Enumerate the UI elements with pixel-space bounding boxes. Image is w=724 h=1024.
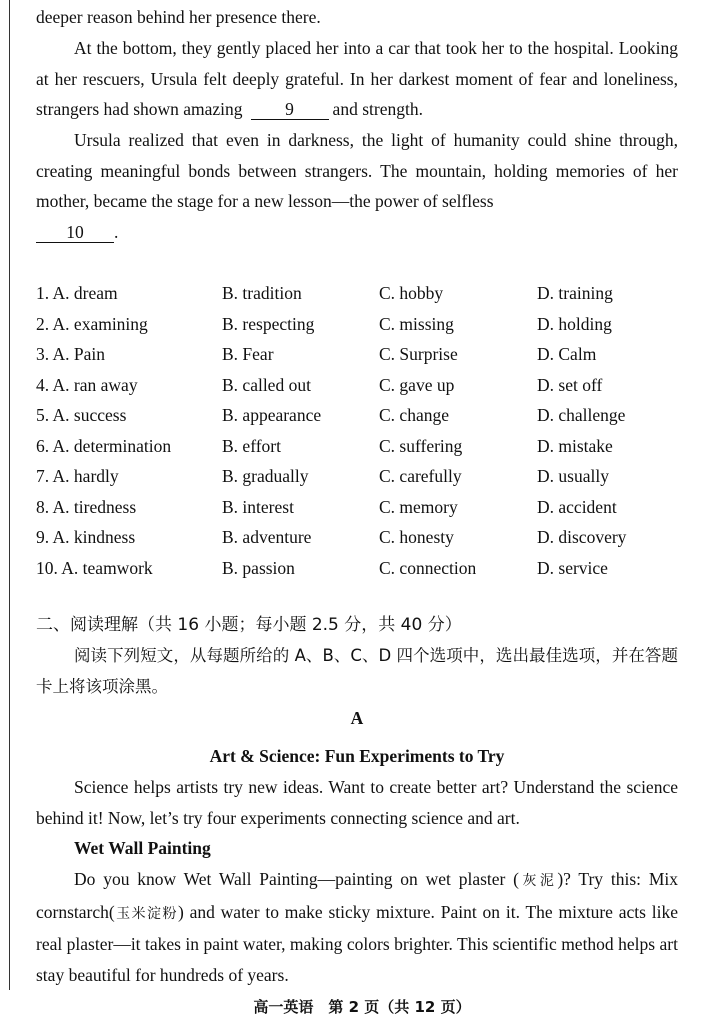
option-c: C. carefully <box>379 466 462 486</box>
passage-paragraph-rescue: At the bottom, they gently placed her into a car that took her to the hospital. Looking at her rescuers, Ursula felt deeply grateful. In her darkest moment of fear and loneliness, strangers had shown amazing 9 and strength. <box>36 38 678 120</box>
option-row <box>36 309 678 340</box>
option-b: B. interest <box>222 496 294 517</box>
option-b: B. Fear <box>222 344 274 364</box>
option-c: C. memory <box>379 496 458 517</box>
option-a: 7. A. hardly <box>36 466 119 486</box>
option-a: 1. A. dream <box>36 283 118 303</box>
option-d: D. mistake <box>537 435 613 456</box>
option-c: C. suffering <box>379 435 463 456</box>
passage-intro: Science helps artists try new ideas. Want to create better art? Understand the science behind it! Now, let’s try four experiments connecting science and art. <box>36 777 678 828</box>
option-row <box>36 339 678 370</box>
option-row <box>36 400 678 431</box>
section-instruction: 阅读下列短文，从每题所给的 A、B、C、D 四个选项中，选出最佳选项，并在答题卡上将该项涂黑。 <box>36 646 678 696</box>
binding-margin-line <box>9 0 10 990</box>
option-b: B. passion <box>222 557 295 578</box>
option-b: B. called out <box>222 374 311 395</box>
option-b: B. effort <box>222 435 281 456</box>
page-footer: 高一英语 第 2 页（共 12 页） <box>253 998 471 1016</box>
option-c: C. Surprise <box>379 344 458 364</box>
option-d: D. service <box>537 557 608 578</box>
option-a: 5. A. success <box>36 405 127 425</box>
passage-title: Art & Science: Fun Experiments to Try <box>209 746 505 766</box>
option-a: 2. A. examining <box>36 313 148 334</box>
option-row <box>36 461 678 492</box>
paragraph-wet-wall-painting: Do you know Wet Wall Painting—painting on wet plaster (灰泥)? Try this: Mix cornstarch(玉米淀粉) and water to make sticky mixture. Paint on it. The mixture acts like real plaster—it takes in paint water, making colors brighter. This scientific method helps art stay beautiful for hundreds of years. <box>36 869 678 985</box>
option-a: 4. A. ran away <box>36 374 138 395</box>
option-c: C. missing <box>379 313 454 334</box>
option-a: 8. A. tiredness <box>36 496 137 517</box>
option-row <box>36 522 678 553</box>
option-c: C. honesty <box>379 527 454 547</box>
option-c: C. hobby <box>379 283 444 303</box>
passage-paragraph-realization: Ursula realized that even in darkness, the light of humanity could shine through, creating meaningful bonds between strangers. The mountain, holding memories of her mother, became the stage for a new lesson—the power of selfless 10 . <box>36 130 678 242</box>
subheading-wet-wall-painting: Wet Wall Painting <box>74 838 211 858</box>
option-row <box>36 278 678 309</box>
options-list <box>36 278 678 583</box>
option-d: D. challenge <box>537 405 626 425</box>
option-b: B. respecting <box>222 313 315 334</box>
option-d: D. discovery <box>537 527 627 547</box>
option-c: C. gave up <box>379 374 455 395</box>
option-d: D. holding <box>537 313 612 334</box>
option-c: C. change <box>379 405 449 425</box>
blank-9: 9 <box>251 99 329 120</box>
passage-letter: A <box>350 708 364 728</box>
option-b: B. tradition <box>222 283 302 303</box>
option-row <box>36 370 678 401</box>
option-b: B. adventure <box>222 527 312 547</box>
option-b: B. appearance <box>222 405 322 425</box>
option-b: B. gradually <box>222 466 309 486</box>
option-d: D. accident <box>537 496 617 517</box>
blank-10: 10 <box>36 222 114 243</box>
option-d: D. set off <box>537 374 603 395</box>
option-d: D. Calm <box>537 344 597 364</box>
option-a: 9. A. kindness <box>36 527 136 547</box>
option-row <box>36 492 678 523</box>
option-a: 3. A. Pain <box>36 344 106 364</box>
option-row <box>36 431 678 462</box>
option-a: 10. A. teamwork <box>36 557 153 578</box>
option-c: C. connection <box>379 557 477 578</box>
option-d: D. usually <box>537 466 609 486</box>
option-row <box>36 553 678 584</box>
option-d: D. training <box>537 283 613 303</box>
passage-line: deeper reason behind her presence there. <box>36 7 321 27</box>
section-title: 二、阅读理解（共 16 小题；每小题 2.5 分，共 40 分） <box>36 615 462 635</box>
option-a: 6. A. determination <box>36 435 172 456</box>
